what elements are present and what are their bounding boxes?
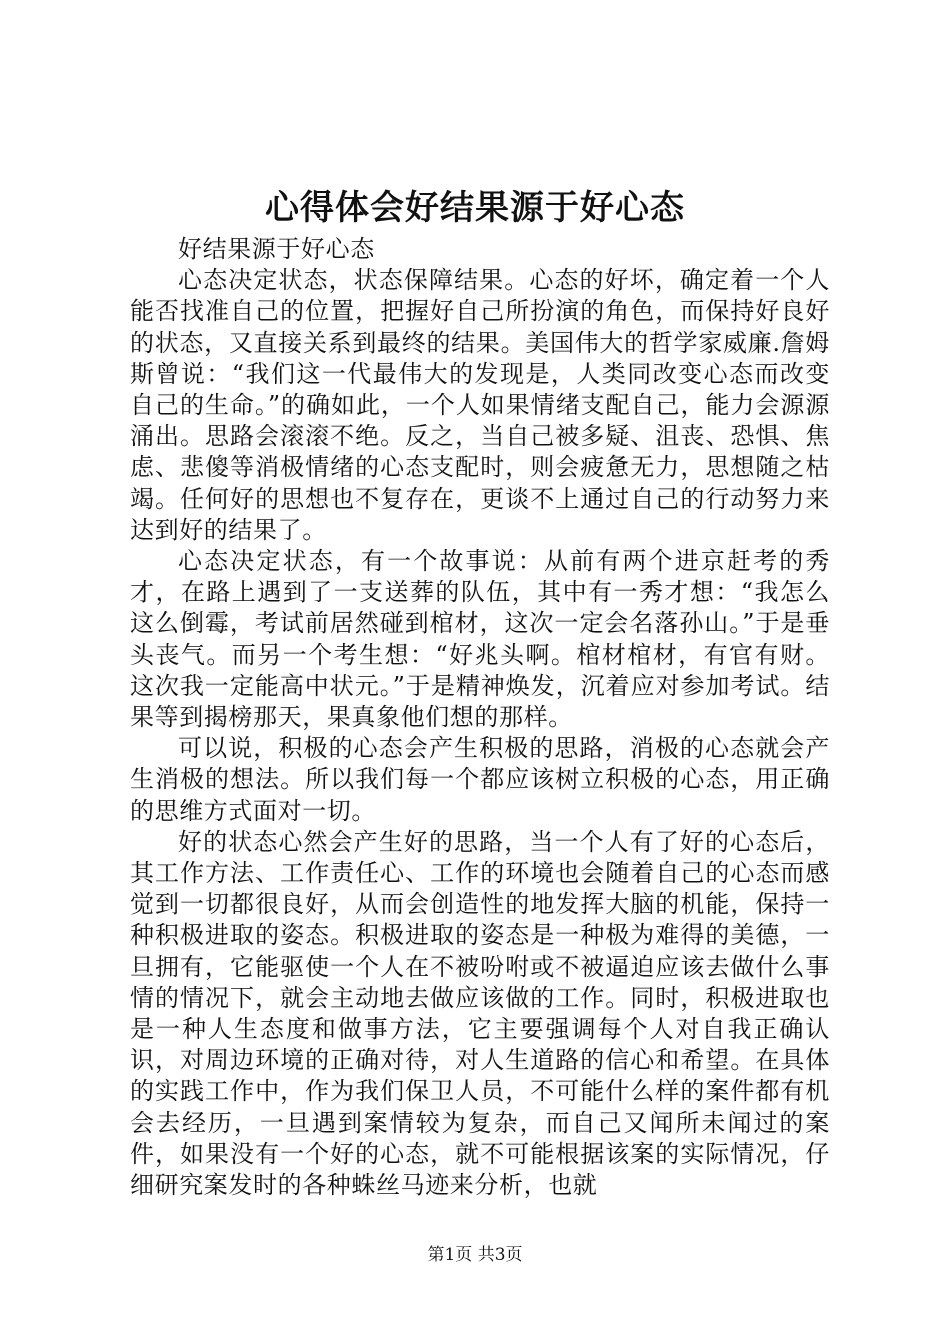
- paragraph: 心态决定状态，有一个故事说：从前有两个进京赶考的秀才，在路上遇到了一支送葬的队伍，其中有一秀才想：“我怎么这么倒霉，考试前居然碰到棺材，这次一定会名落孙山。”于是垂头丧气。而另一个考生想：“好兆头啊。棺材棺材，有官有财。这次我一定能高中状元。”于是精神焕发，沉着应对参加考试。结果等到揭榜那天，果真象他们想的那样。: [130, 547, 830, 732]
- paragraph: 可以说，积极的心态会产生积极的思路，消极的心态就会产生消极的想法。所以我们每一个都应该树立积极的心态，用正确的思维方式面对一切。: [130, 734, 830, 825]
- paragraph-subtitle: 好结果源于好心态: [178, 235, 375, 263]
- paragraph: 心态决定状态，状态保障结果。心态的好坏，确定着一个人能否找准自己的位置，把握好自己所扮演的角色，而保持好良好的状态，又直接关系到最终的结果。美国伟大的哲学家威廉.詹姆斯曾说：“我们这一代最伟大的发现是，人类同改变心态而改变自己的生命。”的确如此，一个人如果情绪支配自己，能力会源源涌出。思路会滚滚不绝。反之，当自己被多疑、沮丧、恐惧、焦虑、悲傻等消极情绪的心态支配时，则会疲惫无力，思想随之枯竭。任何好的思想也不复存在，更谈不上通过自己的行动努力来达到好的结果了。: [130, 266, 830, 544]
- paragraph: 好的状态心然会产生好的思路，当一个人有了好的心态后，其工作方法、工作责任心、工作的环境也会随着自己的心态而感觉到一切都很良好，从而会创造性的地发挥大脑的机能，保持一种积极进取的姿态。积极进取的姿态是一种极为难得的美德，一旦拥有，它能驱使一个人在不被吩咐或不被逼迫应该去做什么事情的情况下，就会主动地去做应该做的工作。同时，积极进取也是一种人生态度和做事方法，它主要强调每个人对自我正确认识，对周边环境的正确对待，对人生道路的信心和希望。在具体的实践工作中，作为我们保卫人员，不可能什么样的案件都有机会去经历，一旦遇到案情较为复杂，而自己又闻所未闻过的案件，如果没有一个好的心态，就不可能根据该案的实际情况，仔细研究案发时的各种蛛丝马迹来分析，也就: [130, 827, 830, 1200]
- document-title: 心得体会好结果源于好心态: [265, 188, 685, 228]
- document-body: [130, 234, 830, 1201]
- page-footer: 第1页 共3页: [427, 1245, 523, 1265]
